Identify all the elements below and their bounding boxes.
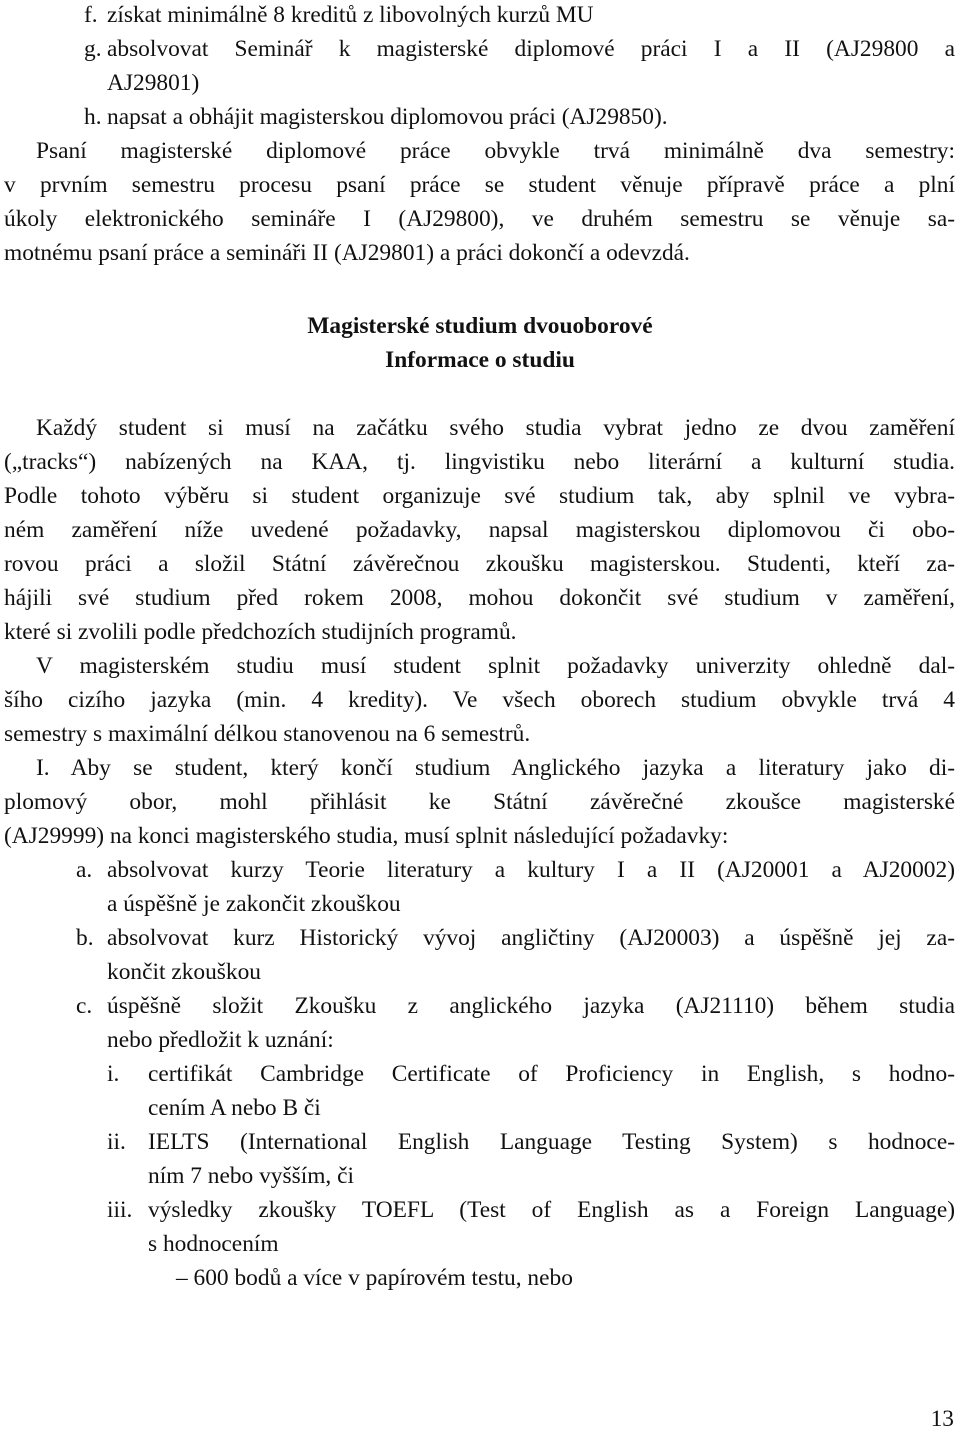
paragraph-line: hájili své studium před rokem 2008, mohou dokončit své studium v zaměření, bbox=[4, 585, 955, 611]
list-item-text: IELTS (International English Language Testing System) s hodnoce- bbox=[148, 1129, 955, 1155]
paragraph-line: (AJ29999) na konci magisterského studia, musí splnit následující požadavky: bbox=[4, 823, 729, 849]
paragraph-line: Psaní magisterské diplomové práce obvykle trvá minimálně dva semestry: bbox=[36, 138, 955, 164]
page-number: 13 bbox=[930, 1406, 954, 1432]
paragraph-line: semestry s maximální délkou stanovenou na 6 semestrů. bbox=[4, 721, 531, 747]
list-item-text: a úspěšně je zakončit zkouškou bbox=[107, 891, 401, 917]
paragraph-line: plomový obor, mohl přihlásit ke Státní závěrečné zkoušce magisterské bbox=[4, 789, 955, 815]
list-item-text: AJ29801) bbox=[107, 70, 200, 96]
list-item-text: ním 7 nebo vyšším, či bbox=[148, 1163, 354, 1189]
list-marker: f. bbox=[84, 2, 98, 28]
dash-list-item: – 600 bodů a více v papírovém testu, nebo bbox=[176, 1265, 573, 1291]
paragraph-line: motnému psaní práce a semináři II (AJ29801) a práci dokončí a odevzdá. bbox=[4, 240, 690, 266]
list-item-text: úspěšně složit Zkoušku z anglického jazyka (AJ21110) během studia bbox=[107, 993, 955, 1019]
list-marker: i. bbox=[107, 1061, 120, 1087]
paragraph-line: šího cizího jazyka (min. 4 kredity). Ve všech oborech studium obvykle trvá 4 bbox=[4, 687, 955, 713]
list-item-text: napsat a obhájit magisterskou diplomovou práci (AJ29850). bbox=[107, 104, 668, 130]
paragraph-line: V magisterském studiu musí student splnit požadavky univerzity ohledně dal- bbox=[36, 653, 955, 679]
list-item-text: absolvovat kurz Historický vývoj angličtiny (AJ20003) a úspěšně jej za- bbox=[107, 925, 955, 951]
paragraph-line: ném zaměření níže uvedené požadavky, napsal magisterskou diplomovou či obo- bbox=[4, 517, 955, 543]
paragraph-line: I. Aby se student, který končí studium Anglického jazyka a literatury jako di- bbox=[36, 755, 955, 781]
paragraph-line: („tracks“) nabízených na KAA, tj. lingvistiku nebo literární a kulturní studia. bbox=[4, 449, 955, 475]
paragraph-line: Každý student si musí na začátku svého studia vybrat jedno ze dvou zaměření bbox=[36, 415, 955, 441]
list-item-text: výsledky zkoušky TOEFL (Test of English as a Foreign Language) bbox=[148, 1197, 955, 1223]
list-marker: a. bbox=[76, 857, 93, 883]
paragraph-line: rovou práci a složil Státní závěrečnou zkoušku magisterskou. Studenti, kteří za- bbox=[4, 551, 955, 577]
list-marker: g. bbox=[84, 36, 102, 62]
section-subheading: Informace o studiu bbox=[385, 347, 575, 373]
list-marker: h. bbox=[84, 104, 102, 130]
paragraph-line: Podle tohoto výběru si student organizuje své studium tak, aby splnil ve vybra- bbox=[4, 483, 955, 509]
list-item-text: certifikát Cambridge Certificate of Proficiency in English, s hodno- bbox=[148, 1061, 955, 1087]
list-item-text: absolvovat Seminář k magisterské diplomové práci I a II (AJ29800 a bbox=[107, 36, 955, 62]
list-marker: iii. bbox=[107, 1197, 133, 1223]
paragraph-line: úkoly elektronického semináře I (AJ29800), ve druhém semestru se věnuje sa- bbox=[4, 206, 955, 232]
list-item-text: nebo předložit k uznání: bbox=[107, 1027, 334, 1053]
paragraph-line: které si zvolili podle předchozích studijních programů. bbox=[4, 619, 517, 645]
list-item-text: získat minimálně 8 kreditů z libovolných kurzů MU bbox=[107, 2, 594, 28]
list-item-text: končit zkouškou bbox=[107, 959, 261, 985]
list-marker: ii. bbox=[107, 1129, 126, 1155]
list-marker: c. bbox=[76, 993, 93, 1019]
list-item-text: cením A nebo B či bbox=[148, 1095, 321, 1121]
paragraph-line: v prvním semestru procesu psaní práce se student věnuje přípravě práce a plní bbox=[4, 172, 955, 198]
list-marker: b. bbox=[76, 925, 94, 951]
list-item-text: s hodnocením bbox=[148, 1231, 279, 1257]
list-item-text: absolvovat kurzy Teorie literatury a kultury I a II (AJ20001 a AJ20002) bbox=[107, 857, 955, 883]
section-heading: Magisterské studium dvouoborové bbox=[307, 313, 653, 339]
